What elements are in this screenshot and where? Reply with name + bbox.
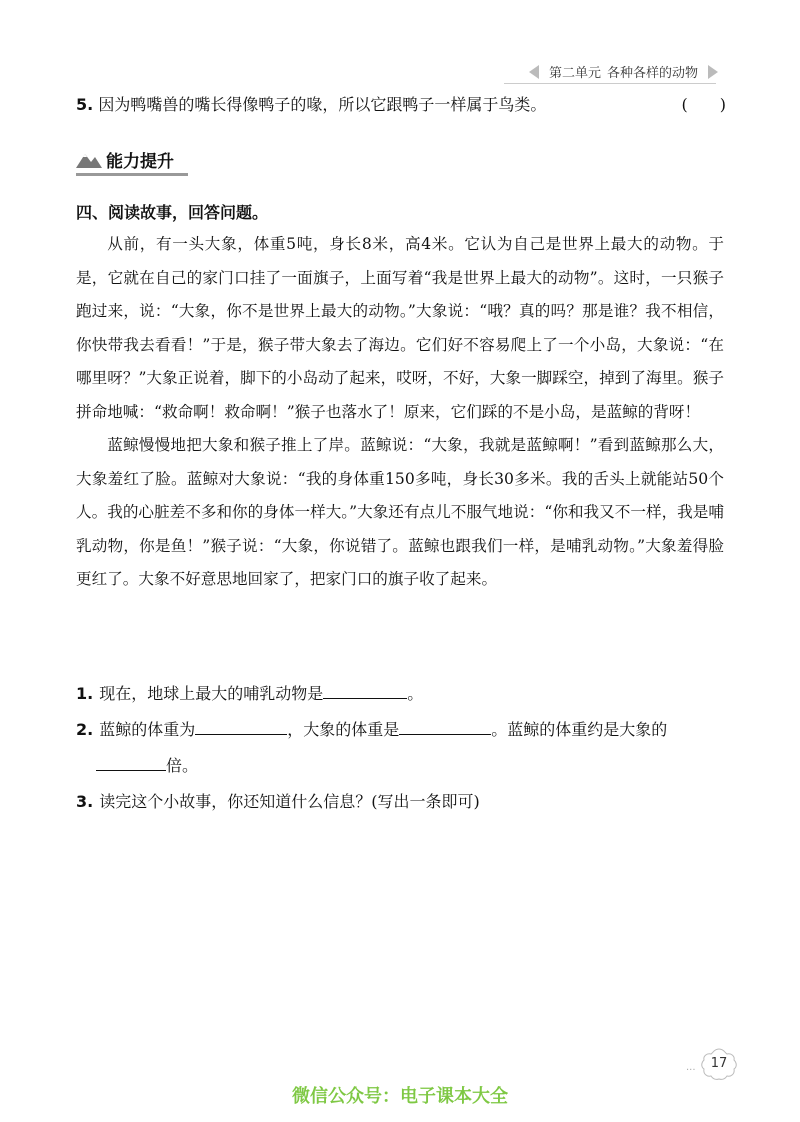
answer-blank-1[interactable]: [323, 680, 407, 699]
question-3: [76, 784, 726, 820]
story-paragraph-1: 从前，有一头大象，体重5吨，身长8米，高4米。它认为自己是世界上最大的动物。于是，它就在自己的家门口挂了一面旗子，上面写着“我是世界上最大的动物”。这时，一只猴子跑过来，说：“大象，你不是世界上最大的动物。”大象说：“哦？真的吗？那是谁？我不相信，你快带我去看看！”于是，猴子带大象去了海边。它们好不容易爬上了一个小岛，大象说：“在哪里呀？”大象正说着，脚下的小岛动了起来，哎呀，不好，大象一脚踩空，掉到了海里。猴子拼命地喊：“救命啊！救命啊！”猴子也落水了！原来，它们踩的不是小岛，是蓝鲸的背呀！: [76, 235, 724, 421]
question-5: [76, 92, 726, 115]
question-1-number: 1.: [76, 684, 94, 703]
page-number: 17: [710, 1056, 728, 1071]
question-2-number: 2.: [76, 720, 94, 739]
section-title: [76, 147, 186, 171]
question-2: [76, 712, 726, 748]
question-2-text-b: ，大象的体重是: [287, 720, 400, 739]
story-paragraph-2: 蓝鲸慢慢地把大象和猴子推上了岸。蓝鲸说：“大象，我就是蓝鲸啊！”看到蓝鲸那么大，大象羞红了脸。蓝鲸对大象说：“我的身体重150多吨，身长30多米。我的舌头上就能站50个人。我的心脏差不多和你的身体一样大。”大象还有点儿不服气地说：“你和我又不一样，我是哺乳动物，你是鱼！”猴子说：“大象，你说错了。蓝鲸也跟我们一样，是哺乳动物。”大象羞得脸更红了。大象不好意思地回家了，把家门口的旗子收了起来。: [76, 436, 724, 588]
question-5-text: 因为鸭嘴兽的嘴长得像鸭子的喙，所以它跟鸭子一样属于鸟类。: [98, 95, 547, 114]
question-2-text-d: 倍。: [166, 756, 199, 775]
right-triangle-icon: [708, 65, 718, 79]
page-header: [529, 62, 718, 81]
unit-topic: 各种各样的动物: [606, 66, 698, 81]
header-divider: [504, 83, 716, 84]
question-3-number: 3.: [76, 792, 94, 811]
answer-bracket[interactable]: ( ): [681, 95, 726, 114]
answer-blank-2b[interactable]: [399, 716, 491, 735]
question-5-number: 5.: [76, 95, 94, 114]
part-4-heading: 四、阅读故事，回答问题。: [76, 203, 269, 222]
section-underline: [76, 173, 188, 176]
answer-blank-2a[interactable]: [195, 716, 287, 735]
question-3-text: 读完这个小故事，你还知道什么信息？(写出一条即可): [99, 792, 480, 811]
mountain-icon: [76, 150, 102, 168]
question-1-end: 。: [407, 684, 424, 703]
question-list: [76, 676, 726, 820]
watermark-text: 微信公众号：电子课本大全: [292, 1086, 508, 1107]
question-2-text-c: 。蓝鲸的体重约是大象的: [491, 720, 668, 739]
left-triangle-icon: [529, 65, 539, 79]
question-1-text: 现在，地球上最大的哺乳动物是: [99, 684, 324, 703]
unit-label: 第二单元: [548, 66, 601, 81]
question-2-text-a: 蓝鲸的体重为: [99, 720, 196, 739]
question-1: [76, 676, 726, 712]
page-dots-decoration: ···: [686, 1065, 696, 1076]
story-text: [76, 228, 724, 597]
section-title-text: 能力提升: [106, 151, 174, 172]
answer-blank-2c[interactable]: [96, 752, 166, 771]
question-2-continued: [76, 748, 726, 784]
